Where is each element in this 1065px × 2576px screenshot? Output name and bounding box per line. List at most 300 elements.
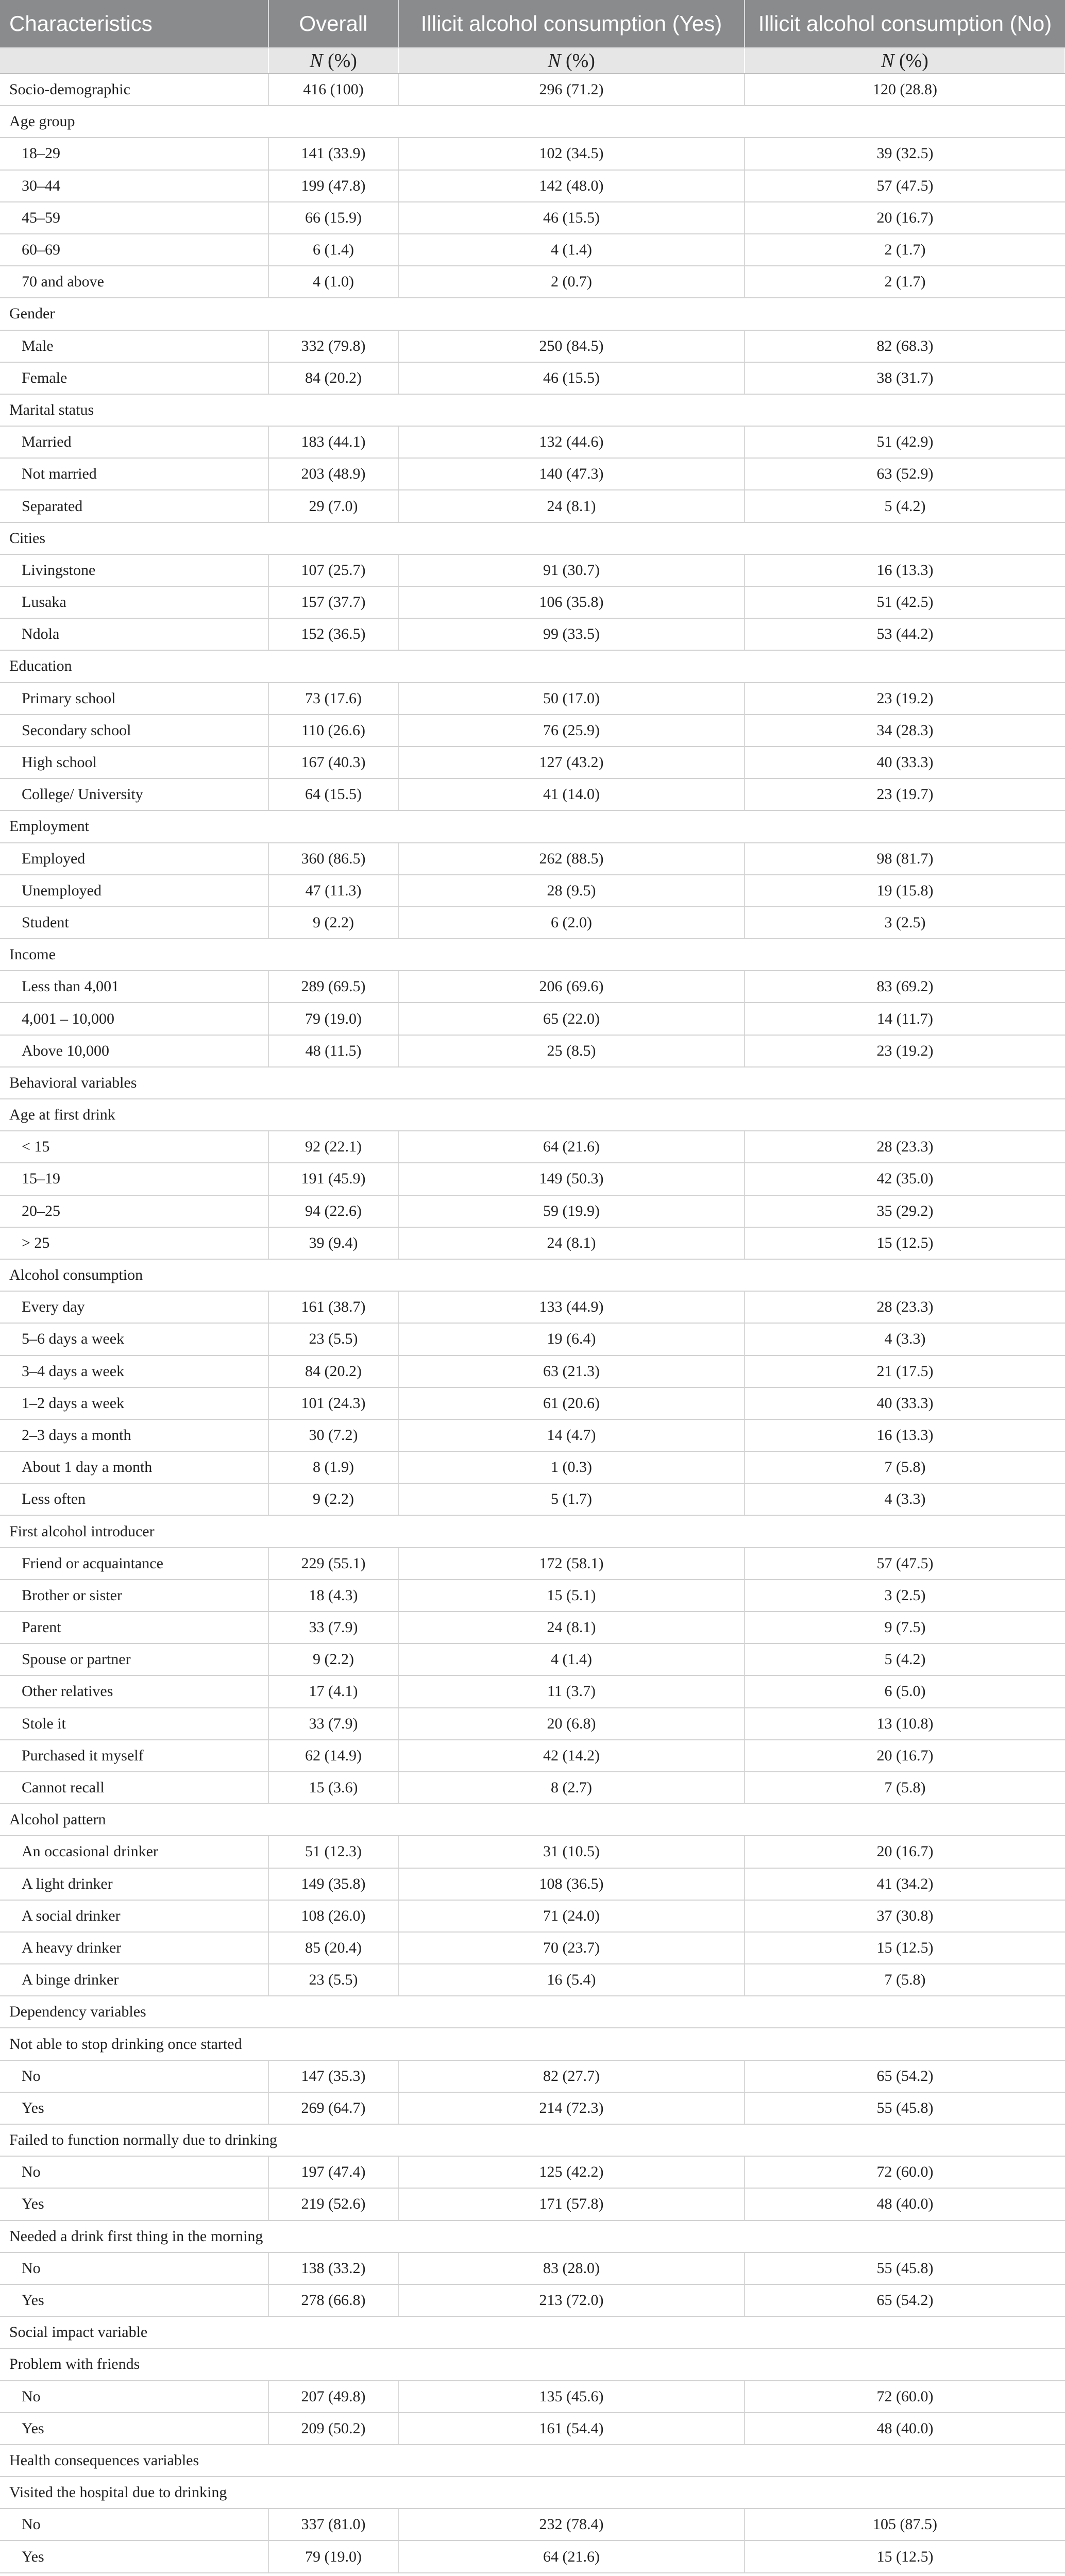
cell-illicit-no: 120 (28.8)	[745, 74, 1065, 106]
table-row	[0, 1772, 1065, 1804]
cell-illicit-no: 3 (2.5)	[745, 1580, 1065, 1612]
cell-illicit-yes: 149 (50.3)	[398, 1163, 745, 1195]
row-label: 2–3 days a month	[0, 1419, 268, 1451]
cell-overall: 30 (7.2)	[268, 1419, 398, 1451]
row-label: Primary school	[0, 683, 268, 715]
row-label: College/ University	[0, 778, 268, 810]
group-label: Health consequences variables	[0, 2445, 1065, 2477]
subheader-row	[0, 48, 1065, 74]
cell-overall: 138 (33.2)	[268, 2252, 398, 2284]
row-label: Less than 4,001	[0, 971, 268, 1003]
cell-overall: 269 (64.7)	[268, 2092, 398, 2124]
table-row	[0, 1708, 1065, 1740]
cell-illicit-no: 20 (16.7)	[745, 1740, 1065, 1772]
cell-overall: 33 (7.9)	[268, 1708, 398, 1740]
cell-overall: 39 (9.4)	[268, 1227, 398, 1259]
table-group-row	[0, 2477, 1065, 2509]
row-label: About 1 day a month	[0, 1451, 268, 1483]
cell-overall: 167 (40.3)	[268, 747, 398, 778]
table-row	[0, 1323, 1065, 1355]
table-row	[0, 554, 1065, 586]
row-label: A heavy drinker	[0, 1932, 268, 1964]
row-label: Above 10,000	[0, 1035, 268, 1067]
row-label: 45–59	[0, 202, 268, 234]
table-row	[0, 2188, 1065, 2220]
cell-illicit-yes: 132 (44.6)	[398, 426, 745, 458]
cell-illicit-yes: 296 (71.2)	[398, 74, 745, 106]
table-row	[0, 362, 1065, 394]
cell-overall: 23 (5.5)	[268, 1964, 398, 1996]
row-label: Cannot recall	[0, 1772, 268, 1804]
cell-illicit-yes: 65 (22.0)	[398, 1003, 745, 1035]
cell-overall: 4 (1.0)	[268, 266, 398, 298]
cell-overall: 183 (44.1)	[268, 426, 398, 458]
group-label	[0, 2573, 1065, 2576]
row-label: No	[0, 2381, 268, 2413]
cell-overall: 157 (37.7)	[268, 586, 398, 618]
group-label: Visited the hospital due to drinking	[0, 2477, 1065, 2509]
table-row	[0, 1419, 1065, 1451]
cell-illicit-yes: 4 (1.4)	[398, 1643, 745, 1675]
row-label: Yes	[0, 2540, 268, 2572]
cell-illicit-yes: 125 (42.2)	[398, 2156, 745, 2188]
cell-illicit-no: 63 (52.9)	[745, 458, 1065, 490]
group-label: First alcohol introducer	[0, 1515, 1065, 1547]
table-group-row	[0, 394, 1065, 426]
cell-illicit-yes: 46 (15.5)	[398, 202, 745, 234]
cell-overall: 84 (20.2)	[268, 1355, 398, 1387]
table-row	[0, 971, 1065, 1003]
table-row	[0, 618, 1065, 650]
table-row	[0, 1163, 1065, 1195]
table-row	[0, 2060, 1065, 2092]
cell-illicit-yes: 31 (10.5)	[398, 1836, 745, 1868]
row-label: Lusaka	[0, 586, 268, 618]
subheader-illicit-no-n: N	[881, 50, 894, 72]
cell-illicit-no: 7 (5.8)	[745, 1451, 1065, 1483]
group-label: Marital status	[0, 394, 1065, 426]
group-label: Social impact variable	[0, 2316, 1065, 2348]
cell-illicit-yes: 11 (3.7)	[398, 1675, 745, 1707]
table-row	[0, 1964, 1065, 1996]
row-label: Less often	[0, 1483, 268, 1515]
cell-overall: 416 (100)	[268, 74, 398, 106]
cell-illicit-no: 4 (3.3)	[745, 1483, 1065, 1515]
table-group-row	[0, 1067, 1065, 1099]
cell-illicit-yes: 214 (72.3)	[398, 2092, 745, 2124]
cell-illicit-yes: 20 (6.8)	[398, 1708, 745, 1740]
table-group-row	[0, 1259, 1065, 1291]
table-row	[0, 1643, 1065, 1675]
cell-illicit-no: 2 (1.7)	[745, 234, 1065, 266]
cell-illicit-no: 38 (31.7)	[745, 362, 1065, 394]
group-label: Not able to stop drinking once started	[0, 2028, 1065, 2060]
cell-illicit-no: 14 (11.7)	[745, 1003, 1065, 1035]
row-label: 20–25	[0, 1195, 268, 1227]
cell-illicit-yes: 42 (14.2)	[398, 1740, 745, 1772]
cell-overall: 110 (26.6)	[268, 715, 398, 747]
cell-illicit-no: 72 (60.0)	[745, 2381, 1065, 2413]
row-label: 3–4 days a week	[0, 1355, 268, 1387]
cell-overall: 9 (2.2)	[268, 907, 398, 939]
table-group-row	[0, 2124, 1065, 2156]
subheader-illicit-no	[745, 48, 1065, 74]
table-row	[0, 138, 1065, 170]
table-group-row	[0, 2028, 1065, 2060]
table-row	[0, 2540, 1065, 2572]
table-row	[0, 1387, 1065, 1419]
cell-illicit-no: 23 (19.2)	[745, 683, 1065, 715]
row-label: Student	[0, 907, 268, 939]
cell-overall: 161 (38.7)	[268, 1291, 398, 1323]
table-row	[0, 683, 1065, 715]
cell-illicit-no: 55 (45.8)	[745, 2252, 1065, 2284]
cell-illicit-no: 35 (29.2)	[745, 1195, 1065, 1227]
row-label: A social drinker	[0, 1900, 268, 1932]
row-label: Yes	[0, 2413, 268, 2445]
table-row	[0, 2156, 1065, 2188]
table-row	[0, 907, 1065, 939]
cell-illicit-yes: 171 (57.8)	[398, 2188, 745, 2220]
table-group-row	[0, 2348, 1065, 2380]
table-group-row	[0, 810, 1065, 842]
row-label: A light drinker	[0, 1868, 268, 1900]
cell-illicit-yes: 5 (1.7)	[398, 1483, 745, 1515]
row-label: 70 and above	[0, 266, 268, 298]
cell-overall: 23 (5.5)	[268, 1323, 398, 1355]
cell-illicit-no: 15 (12.5)	[745, 1227, 1065, 1259]
cell-overall: 141 (33.9)	[268, 138, 398, 170]
table-row	[0, 2413, 1065, 2445]
cell-illicit-yes: 50 (17.0)	[398, 683, 745, 715]
cell-overall: 84 (20.2)	[268, 362, 398, 394]
cell-illicit-yes: 133 (44.9)	[398, 1291, 745, 1323]
row-label: Brother or sister	[0, 1580, 268, 1612]
table-group-row	[0, 2316, 1065, 2348]
cell-overall: 337 (81.0)	[268, 2509, 398, 2540]
cell-illicit-yes: 1 (0.3)	[398, 1451, 745, 1483]
cell-overall: 6 (1.4)	[268, 234, 398, 266]
table-row	[0, 2252, 1065, 2284]
table-row	[0, 1548, 1065, 1580]
row-label: Secondary school	[0, 715, 268, 747]
cell-illicit-no: 13 (10.8)	[745, 1708, 1065, 1740]
cell-overall: 289 (69.5)	[268, 971, 398, 1003]
cell-overall: 79 (19.0)	[268, 1003, 398, 1035]
cell-overall: 203 (48.9)	[268, 458, 398, 490]
cell-overall: 85 (20.4)	[268, 1932, 398, 1964]
group-label: Employment	[0, 810, 1065, 842]
group-label: Cities	[0, 522, 1065, 554]
row-label: Female	[0, 362, 268, 394]
cell-illicit-no: 82 (68.3)	[745, 330, 1065, 362]
cell-overall: 149 (35.8)	[268, 1868, 398, 1900]
group-label: Age group	[0, 106, 1065, 138]
subheader-illicit-yes	[398, 48, 745, 74]
row-label: > 25	[0, 1227, 268, 1259]
table-row	[0, 586, 1065, 618]
row-label: Yes	[0, 2188, 268, 2220]
cell-overall: 191 (45.9)	[268, 1163, 398, 1195]
cell-illicit-no: 23 (19.2)	[745, 1035, 1065, 1067]
cell-illicit-yes: 127 (43.2)	[398, 747, 745, 778]
table-row	[0, 490, 1065, 522]
cell-overall: 101 (24.3)	[268, 1387, 398, 1419]
cell-overall: 360 (86.5)	[268, 843, 398, 875]
cell-illicit-yes: 102 (34.5)	[398, 138, 745, 170]
cell-overall: 79 (19.0)	[268, 2540, 398, 2572]
row-label: Every day	[0, 1291, 268, 1323]
row-label: 5–6 days a week	[0, 1323, 268, 1355]
table-row	[0, 778, 1065, 810]
cell-illicit-yes: 135 (45.6)	[398, 2381, 745, 2413]
table-row	[0, 1035, 1065, 1067]
cell-illicit-no: 40 (33.3)	[745, 747, 1065, 778]
table-row	[0, 1900, 1065, 1932]
cell-illicit-yes: 76 (25.9)	[398, 715, 745, 747]
group-label: Dependency variables	[0, 1996, 1065, 2028]
header-illicit-no: Illicit alcohol consumption (No)	[745, 0, 1065, 48]
header-illicit-yes: Illicit alcohol consumption (Yes)	[398, 0, 745, 48]
cell-illicit-no: 15 (12.5)	[745, 2540, 1065, 2572]
cell-illicit-yes: 6 (2.0)	[398, 907, 745, 939]
cell-illicit-yes: 15 (5.1)	[398, 1580, 745, 1612]
row-label: < 15	[0, 1131, 268, 1163]
cell-illicit-no: 41 (34.2)	[745, 1868, 1065, 1900]
cell-illicit-yes: 63 (21.3)	[398, 1355, 745, 1387]
table-row	[0, 2509, 1065, 2540]
cell-illicit-no: 65 (54.2)	[745, 2060, 1065, 2092]
cell-illicit-yes: 91 (30.7)	[398, 554, 745, 586]
cell-overall: 147 (35.3)	[268, 2060, 398, 2092]
row-label: Parent	[0, 1612, 268, 1643]
cell-illicit-no: 105 (87.5)	[745, 2509, 1065, 2540]
cell-overall: 8 (1.9)	[268, 1451, 398, 1483]
cell-illicit-no: 9 (7.5)	[745, 1612, 1065, 1643]
row-label: Yes	[0, 2092, 268, 2124]
row-label: Unemployed	[0, 875, 268, 907]
cell-illicit-yes: 59 (19.9)	[398, 1195, 745, 1227]
cell-illicit-no: 34 (28.3)	[745, 715, 1065, 747]
group-label: Income	[0, 939, 1065, 971]
table-row	[0, 1227, 1065, 1259]
cell-illicit-no: 2 (1.7)	[745, 266, 1065, 298]
cell-illicit-yes: 106 (35.8)	[398, 586, 745, 618]
table-group-row	[0, 650, 1065, 682]
cell-illicit-no: 20 (16.7)	[745, 202, 1065, 234]
table-body	[0, 74, 1065, 2576]
header-overall: Overall	[268, 0, 398, 48]
cell-illicit-no: 16 (13.3)	[745, 1419, 1065, 1451]
cell-illicit-no: 51 (42.9)	[745, 426, 1065, 458]
cell-illicit-no: 98 (81.7)	[745, 843, 1065, 875]
table-row	[0, 1580, 1065, 1612]
cell-illicit-no: 7 (5.8)	[745, 1772, 1065, 1804]
row-label: No	[0, 2509, 268, 2540]
table-row	[0, 426, 1065, 458]
row-label: Yes	[0, 2284, 268, 2316]
row-label: Spouse or partner	[0, 1643, 268, 1675]
row-label: 1–2 days a week	[0, 1387, 268, 1419]
cell-overall: 33 (7.9)	[268, 1612, 398, 1643]
cell-illicit-yes: 140 (47.3)	[398, 458, 745, 490]
cell-illicit-yes: 46 (15.5)	[398, 362, 745, 394]
cell-illicit-yes: 71 (24.0)	[398, 1900, 745, 1932]
row-label: 30–44	[0, 170, 268, 202]
cell-illicit-yes: 64 (21.6)	[398, 2540, 745, 2572]
cell-illicit-no: 21 (17.5)	[745, 1355, 1065, 1387]
cell-illicit-yes: 99 (33.5)	[398, 618, 745, 650]
cell-illicit-yes: 161 (54.4)	[398, 2413, 745, 2445]
cell-illicit-no: 55 (45.8)	[745, 2092, 1065, 2124]
table-row	[0, 843, 1065, 875]
table-row	[0, 1195, 1065, 1227]
table-group-row	[0, 298, 1065, 330]
cell-illicit-yes: 213 (72.0)	[398, 2284, 745, 2316]
table-row	[0, 458, 1065, 490]
cell-overall: 66 (15.9)	[268, 202, 398, 234]
cell-illicit-no: 40 (33.3)	[745, 1387, 1065, 1419]
cell-overall: 18 (4.3)	[268, 1580, 398, 1612]
group-label: Needed a drink first thing in the morning	[0, 2221, 1065, 2252]
cell-illicit-yes: 41 (14.0)	[398, 778, 745, 810]
table-row	[0, 1355, 1065, 1387]
table-row	[0, 2092, 1065, 2124]
cell-illicit-no: 6 (5.0)	[745, 1675, 1065, 1707]
row-label: Friend or acquaintance	[0, 1548, 268, 1580]
cell-overall: 47 (11.3)	[268, 875, 398, 907]
subheader-overall-n: N	[310, 50, 323, 72]
table-row	[0, 1131, 1065, 1163]
table-row	[0, 170, 1065, 202]
table-group-row	[0, 2221, 1065, 2252]
cell-overall: 199 (47.8)	[268, 170, 398, 202]
table-row	[0, 1675, 1065, 1707]
cell-illicit-yes: 206 (69.6)	[398, 971, 745, 1003]
cell-overall: 278 (66.8)	[268, 2284, 398, 2316]
cell-illicit-yes: 25 (8.5)	[398, 1035, 745, 1067]
subheader-overall-pct: (%)	[323, 50, 357, 72]
cell-illicit-no: 19 (15.8)	[745, 875, 1065, 907]
subheader-overall	[268, 48, 398, 74]
cell-overall: 219 (52.6)	[268, 2188, 398, 2220]
table-group-row	[0, 1804, 1065, 1836]
cell-overall: 73 (17.6)	[268, 683, 398, 715]
row-label: 18–29	[0, 138, 268, 170]
table-group-row	[0, 939, 1065, 971]
header-row	[0, 0, 1065, 48]
table-row	[0, 1740, 1065, 1772]
table-row	[0, 1451, 1065, 1483]
cell-illicit-no: 51 (42.5)	[745, 586, 1065, 618]
cell-overall: 48 (11.5)	[268, 1035, 398, 1067]
cell-overall: 92 (22.1)	[268, 1131, 398, 1163]
row-label: Stole it	[0, 1708, 268, 1740]
cell-illicit-no: 37 (30.8)	[745, 1900, 1065, 1932]
cell-illicit-yes: 64 (21.6)	[398, 1131, 745, 1163]
cell-illicit-yes: 4 (1.4)	[398, 234, 745, 266]
cell-overall: 29 (7.0)	[268, 490, 398, 522]
cell-overall: 51 (12.3)	[268, 1836, 398, 1868]
table-row	[0, 2381, 1065, 2413]
cell-overall: 9 (2.2)	[268, 1483, 398, 1515]
table-row	[0, 715, 1065, 747]
cell-illicit-no: 7 (5.8)	[745, 1964, 1065, 1996]
cell-illicit-yes: 8 (2.7)	[398, 1772, 745, 1804]
cell-illicit-no: 48 (40.0)	[745, 2413, 1065, 2445]
cell-illicit-no: 23 (19.7)	[745, 778, 1065, 810]
subheader-illicit-yes-pct: (%)	[561, 50, 595, 72]
cell-illicit-yes: 16 (5.4)	[398, 1964, 745, 1996]
table-group-row	[0, 2573, 1065, 2576]
table-row	[0, 330, 1065, 362]
cell-illicit-no: 57 (47.5)	[745, 170, 1065, 202]
cell-illicit-yes: 28 (9.5)	[398, 875, 745, 907]
table-row	[0, 74, 1065, 106]
table-row	[0, 266, 1065, 298]
cell-overall: 107 (25.7)	[268, 554, 398, 586]
table-row	[0, 875, 1065, 907]
row-label: Male	[0, 330, 268, 362]
cell-illicit-no: 42 (35.0)	[745, 1163, 1065, 1195]
cell-overall: 332 (79.8)	[268, 330, 398, 362]
cell-overall: 94 (22.6)	[268, 1195, 398, 1227]
table-row	[0, 2284, 1065, 2316]
cell-overall: 62 (14.9)	[268, 1740, 398, 1772]
row-label: Socio-demographic	[0, 74, 268, 106]
cell-overall: 207 (49.8)	[268, 2381, 398, 2413]
cell-overall: 15 (3.6)	[268, 1772, 398, 1804]
row-label: A binge drinker	[0, 1964, 268, 1996]
row-label: No	[0, 2060, 268, 2092]
row-label: Ndola	[0, 618, 268, 650]
subheader-characteristics	[0, 48, 268, 74]
table-row	[0, 747, 1065, 778]
cell-illicit-yes: 70 (23.7)	[398, 1932, 745, 1964]
table-group-row	[0, 2445, 1065, 2477]
cell-illicit-yes: 14 (4.7)	[398, 1419, 745, 1451]
group-label: Problem with friends	[0, 2348, 1065, 2380]
cell-illicit-yes: 61 (20.6)	[398, 1387, 745, 1419]
table-row	[0, 234, 1065, 266]
cell-illicit-no: 28 (23.3)	[745, 1131, 1065, 1163]
cell-illicit-no: 5 (4.2)	[745, 490, 1065, 522]
cell-overall: 209 (50.2)	[268, 2413, 398, 2445]
table-header	[0, 0, 1065, 74]
table-row	[0, 1932, 1065, 1964]
row-label: Separated	[0, 490, 268, 522]
cell-illicit-yes: 142 (48.0)	[398, 170, 745, 202]
row-label: 60–69	[0, 234, 268, 266]
table-group-row	[0, 1996, 1065, 2028]
cell-illicit-no: 5 (4.2)	[745, 1643, 1065, 1675]
cell-illicit-yes: 250 (84.5)	[398, 330, 745, 362]
cell-illicit-yes: 2 (0.7)	[398, 266, 745, 298]
row-label: Not married	[0, 458, 268, 490]
cell-illicit-yes: 172 (58.1)	[398, 1548, 745, 1580]
table-row	[0, 1483, 1065, 1515]
table-group-row	[0, 522, 1065, 554]
cell-overall: 9 (2.2)	[268, 1643, 398, 1675]
cell-illicit-no: 57 (47.5)	[745, 1548, 1065, 1580]
group-label: Alcohol pattern	[0, 1804, 1065, 1836]
table-row	[0, 1003, 1065, 1035]
cell-illicit-yes: 19 (6.4)	[398, 1323, 745, 1355]
group-label: Alcohol consumption	[0, 1259, 1065, 1291]
cell-illicit-no: 4 (3.3)	[745, 1323, 1065, 1355]
table-row	[0, 1291, 1065, 1323]
table-row	[0, 1836, 1065, 1868]
